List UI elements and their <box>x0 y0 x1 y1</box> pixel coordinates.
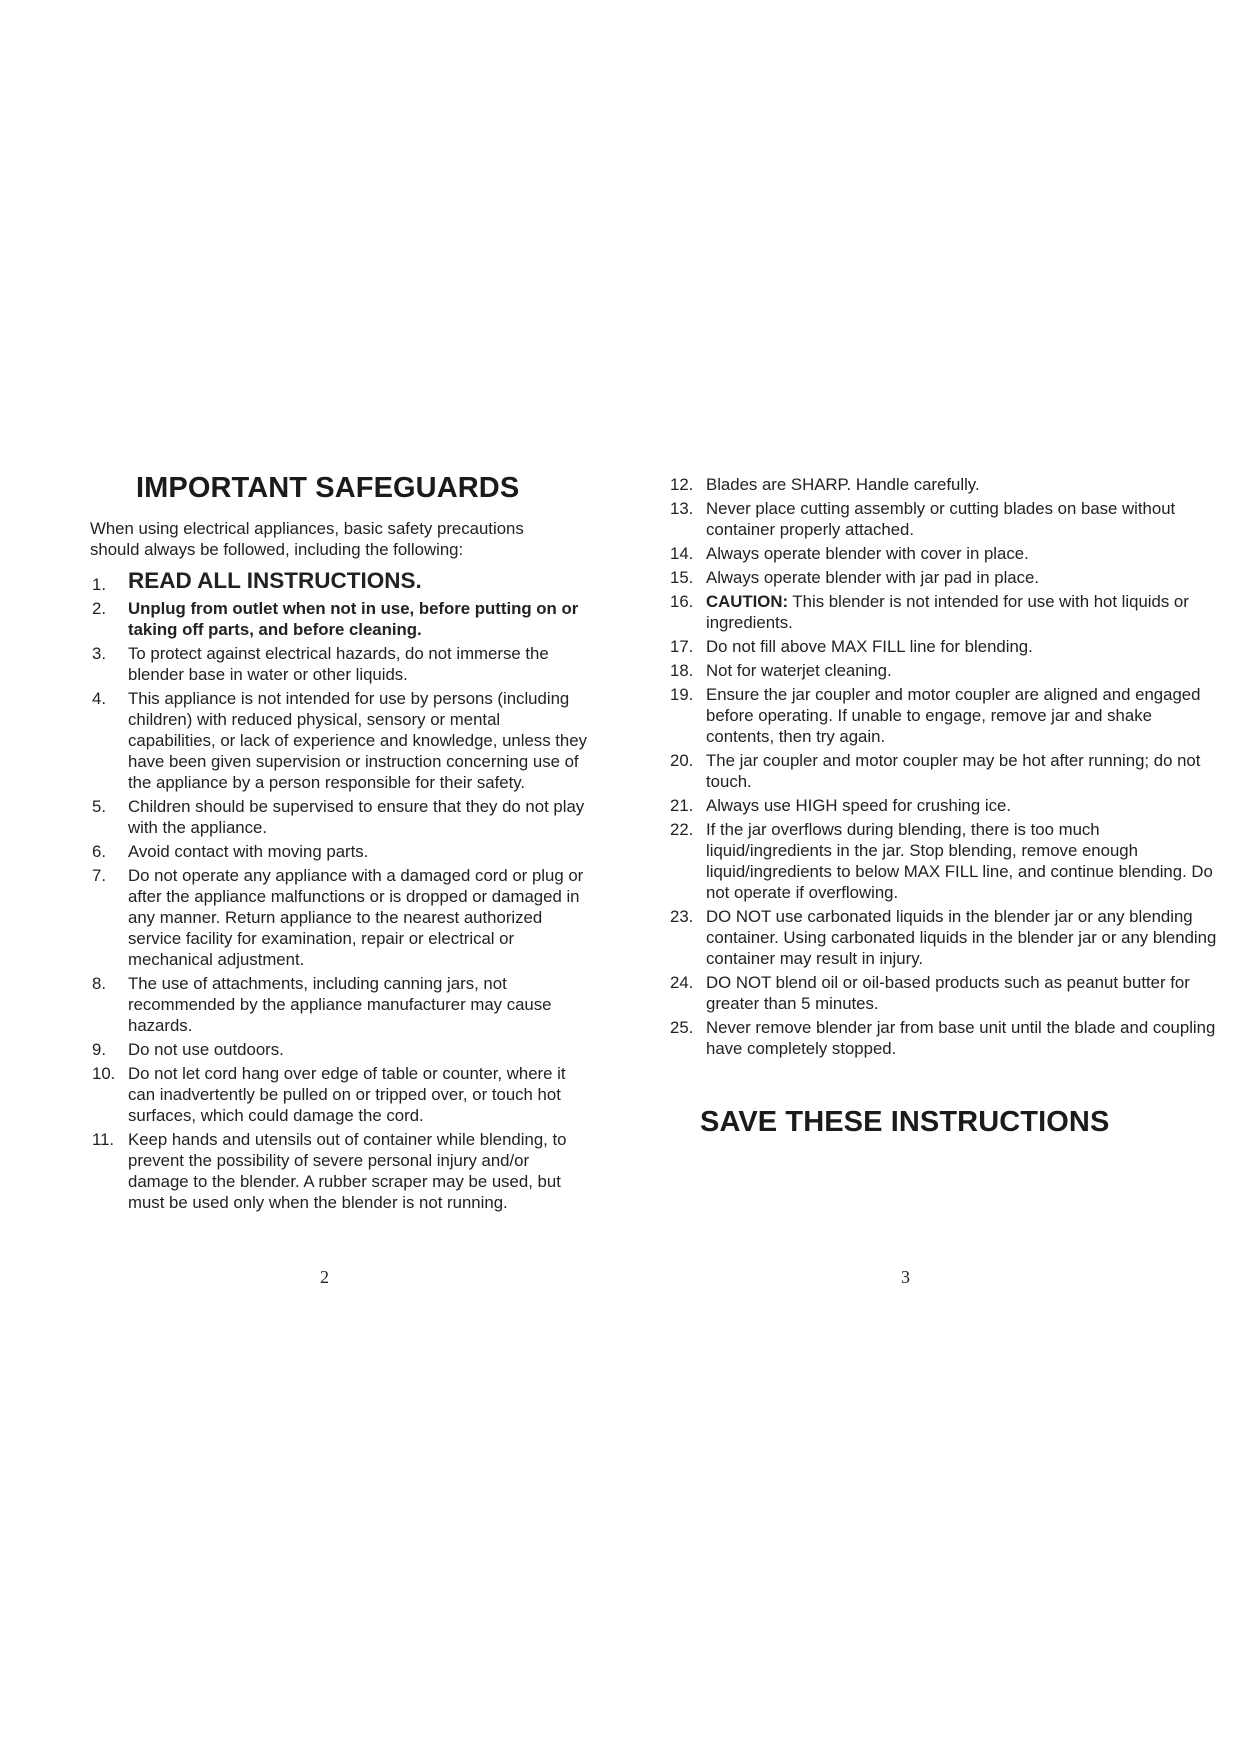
list-item <box>92 841 592 862</box>
item-number: 16. <box>670 592 694 611</box>
list-item <box>670 906 1220 969</box>
list-item <box>92 568 592 594</box>
item-number: 23. <box>670 907 694 926</box>
safeguards-list-continued <box>670 474 1220 1062</box>
item-text: Not for waterjet cleaning. <box>706 661 892 680</box>
list-item <box>92 688 592 793</box>
item-text: DO NOT use carbonated liquids in the blender jar or any blending container. Using carbonated liquids in the blender jar or any blending container may result in injury. <box>706 907 1217 968</box>
list-item <box>670 498 1220 540</box>
item-text: Always operate blender with cover in place. <box>706 544 1029 563</box>
item-text: Avoid contact with moving parts. <box>128 842 369 861</box>
page-number: 2 <box>320 1267 329 1287</box>
item-number: 3. <box>92 644 106 663</box>
caution-label: CAUTION: <box>706 592 789 611</box>
page-number: 3 <box>901 1267 910 1287</box>
item-text: The jar coupler and motor coupler may be hot after running; do not touch. <box>706 751 1201 791</box>
item-number: 25. <box>670 1018 694 1037</box>
item-number: 5. <box>92 797 106 816</box>
item-text: Do not fill above MAX FILL line for blending. <box>706 637 1033 656</box>
item-text: This appliance is not intended for use by persons (including children) with reduced physical, sensory or mental capabilities, or lack of experience and knowledge, unless they have been given supervision or instruction concerning use of the appliance by a person responsible for their safety. <box>128 689 587 792</box>
list-item <box>670 684 1220 747</box>
item-number: 15. <box>670 568 694 587</box>
item-number: 13. <box>670 499 694 518</box>
list-item <box>92 973 592 1036</box>
item-text: Children should be supervised to ensure that they do not play with the appliance. <box>128 797 585 837</box>
item-number: 21. <box>670 796 694 815</box>
item-text: This blender is not intended for use with hot liquids or ingredients. <box>706 592 1189 632</box>
item-number: 9. <box>92 1040 106 1059</box>
item-number: 19. <box>670 685 694 704</box>
list-item <box>670 636 1220 657</box>
item-text: DO NOT blend oil or oil-based products such as peanut butter for greater than 5 minutes. <box>706 973 1190 1013</box>
list-item <box>670 750 1220 792</box>
list-item <box>670 972 1220 1014</box>
list-item <box>670 567 1220 588</box>
item-text: Unplug from outlet when not in use, before putting on or taking off parts, and before cleaning. <box>128 599 579 639</box>
item-number: 4. <box>92 689 106 708</box>
list-item <box>670 543 1220 564</box>
list-item <box>670 819 1220 903</box>
list-item <box>670 660 1220 681</box>
item-text: Keep hands and utensils out of container while blending, to prevent the possibility of severe personal injury and/or damage to the blender. A rubber scraper may be used, but must be used only when the blender is not running. <box>128 1130 567 1212</box>
intro-paragraph: When using electrical appliances, basic safety precautions should always be followed, including the following: <box>90 519 524 559</box>
list-item <box>670 795 1220 816</box>
list-item <box>92 796 592 838</box>
item-text: Do not operate any appliance with a damaged cord or plug or after the appliance malfunctions or is dropped or damaged in any manner. Return appliance to the nearest authorized service facility for examination, repair or electrical or mechanical adjustment. <box>128 866 584 969</box>
item-number: 18. <box>670 661 694 680</box>
list-item <box>670 1017 1220 1059</box>
item-number: 12. <box>670 475 694 494</box>
item-text: Never remove blender jar from base unit until the blade and coupling have completely stopped. <box>706 1018 1216 1058</box>
item-number: 8. <box>92 974 106 993</box>
list-item <box>92 598 592 640</box>
item-number: 11. <box>92 1130 115 1149</box>
item-number: 20. <box>670 751 694 770</box>
item-text: Ensure the jar coupler and motor coupler are aligned and engaged before operating. If unable to engage, remove jar and shake contents, then try again. <box>706 685 1201 746</box>
list-item <box>92 1063 592 1126</box>
left-page <box>0 0 620 1754</box>
item-text: Always operate blender with jar pad in place. <box>706 568 1040 587</box>
item-number: 24. <box>670 973 694 992</box>
item-number: 2. <box>92 599 106 618</box>
right-page <box>620 0 1241 1754</box>
list-item <box>670 591 1220 633</box>
list-item <box>92 643 592 685</box>
item-number: 6. <box>92 842 106 861</box>
item-number: 14. <box>670 544 694 563</box>
item-number: 22. <box>670 820 694 839</box>
item-number: 10. <box>92 1064 116 1083</box>
item-text: Always use HIGH speed for crushing ice. <box>706 796 1011 815</box>
item-text: Do not use outdoors. <box>128 1040 284 1059</box>
item-text: Blades are SHARP. Handle carefully. <box>706 475 980 494</box>
item-number: 7. <box>92 866 106 885</box>
item-text: To protect against electrical hazards, do not immerse the blender base in water or other liquids. <box>128 644 549 684</box>
safeguards-list <box>92 568 592 1216</box>
item-text: Never place cutting assembly or cutting blades on base without container properly attached. <box>706 499 1176 539</box>
item-text: If the jar overflows during blending, there is too much liquid/ingredients in the jar. Stop blending, remove enough liquid/ingredients to below MAX FILL line, and continue blending. Do not operate if overflowing. <box>706 820 1213 902</box>
save-instructions-title: SAVE THESE INSTRUCTIONS <box>700 1106 1110 1138</box>
item-text: READ ALL INSTRUCTIONS. <box>128 568 422 593</box>
list-item <box>92 865 592 970</box>
list-item <box>92 1039 592 1060</box>
list-item <box>92 1129 592 1213</box>
item-text: The use of attachments, including canning jars, not recommended by the appliance manufacturer may cause hazards. <box>128 974 552 1035</box>
item-number: 17. <box>670 637 694 656</box>
list-item <box>670 474 1220 495</box>
page-title: IMPORTANT SAFEGUARDS <box>136 472 520 504</box>
item-number: 1. <box>92 575 106 594</box>
item-text: Do not let cord hang over edge of table or counter, where it can inadvertently be pulled on or tripped over, or touch hot surfaces, which could damage the cord. <box>128 1064 566 1125</box>
